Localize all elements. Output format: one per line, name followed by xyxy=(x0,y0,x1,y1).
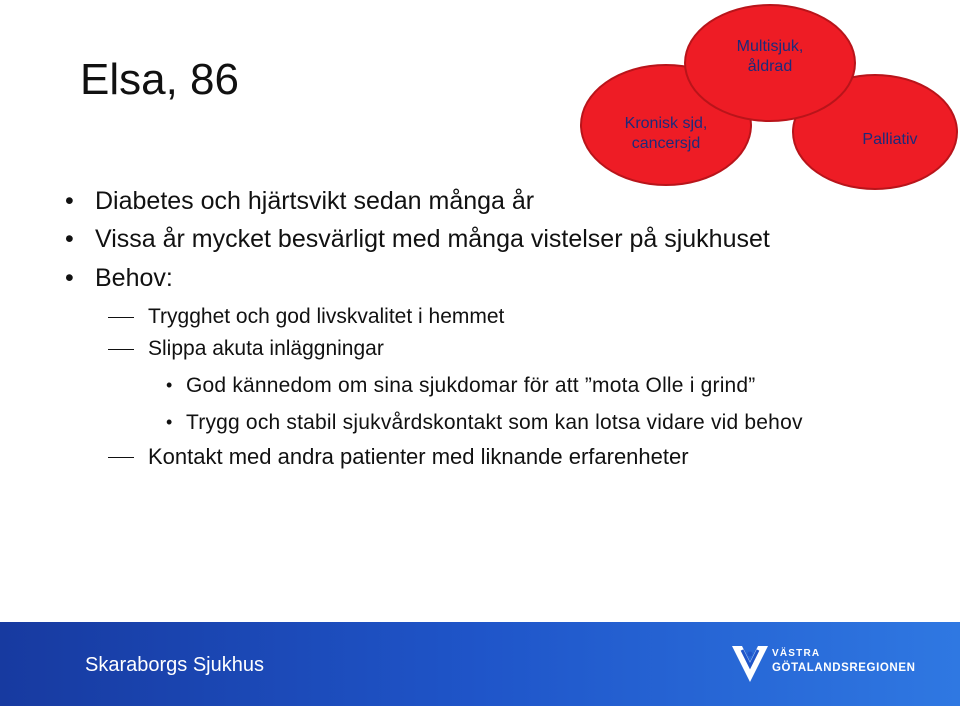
footer-region-line1: VÄSTRA xyxy=(772,648,821,659)
dash-item: Slippa akuta inläggningar xyxy=(62,336,922,362)
footer-organization: Skaraborgs Sjukhus xyxy=(85,654,264,676)
footer-bar xyxy=(0,622,960,706)
bullet-item: • Diabetes och hjärtsvikt sedan många år xyxy=(62,186,922,217)
sub-bullet-item: • God kännedom om sina sjukdomar för att ”mota Olle i grind” xyxy=(62,372,796,399)
slide-title: Elsa, 86 xyxy=(80,55,239,104)
footer-region-line2: GÖTALANDSREGIONEN xyxy=(772,662,916,674)
dash-item: Trygghet och god livskvalitet i hemmet xyxy=(62,304,922,330)
vastra-gotalandsregionen-logo-icon xyxy=(730,642,770,686)
circle-multi-label: Multisjuk, åldrad xyxy=(736,38,804,75)
circle-palliative-label: Palliativ xyxy=(862,131,918,148)
bullet-list xyxy=(62,186,922,476)
circle-chronic-label: Kronisk sjd, cancersjd xyxy=(624,115,708,152)
sub-bullet-item: • Trygg och stabil sjukvårdskontakt som kan lotsa vidare vid behov xyxy=(62,409,876,436)
footer-region-name xyxy=(772,646,916,676)
bullet-item: • Behov: xyxy=(62,263,922,294)
circle-multimorbid-elderly xyxy=(684,4,856,122)
dash-item: Kontakt med andra patienter med liknande erfarenheter xyxy=(62,444,922,470)
bullet-item: • Vissa år mycket besvärligt med många vistelser på sjukhuset xyxy=(62,224,815,255)
